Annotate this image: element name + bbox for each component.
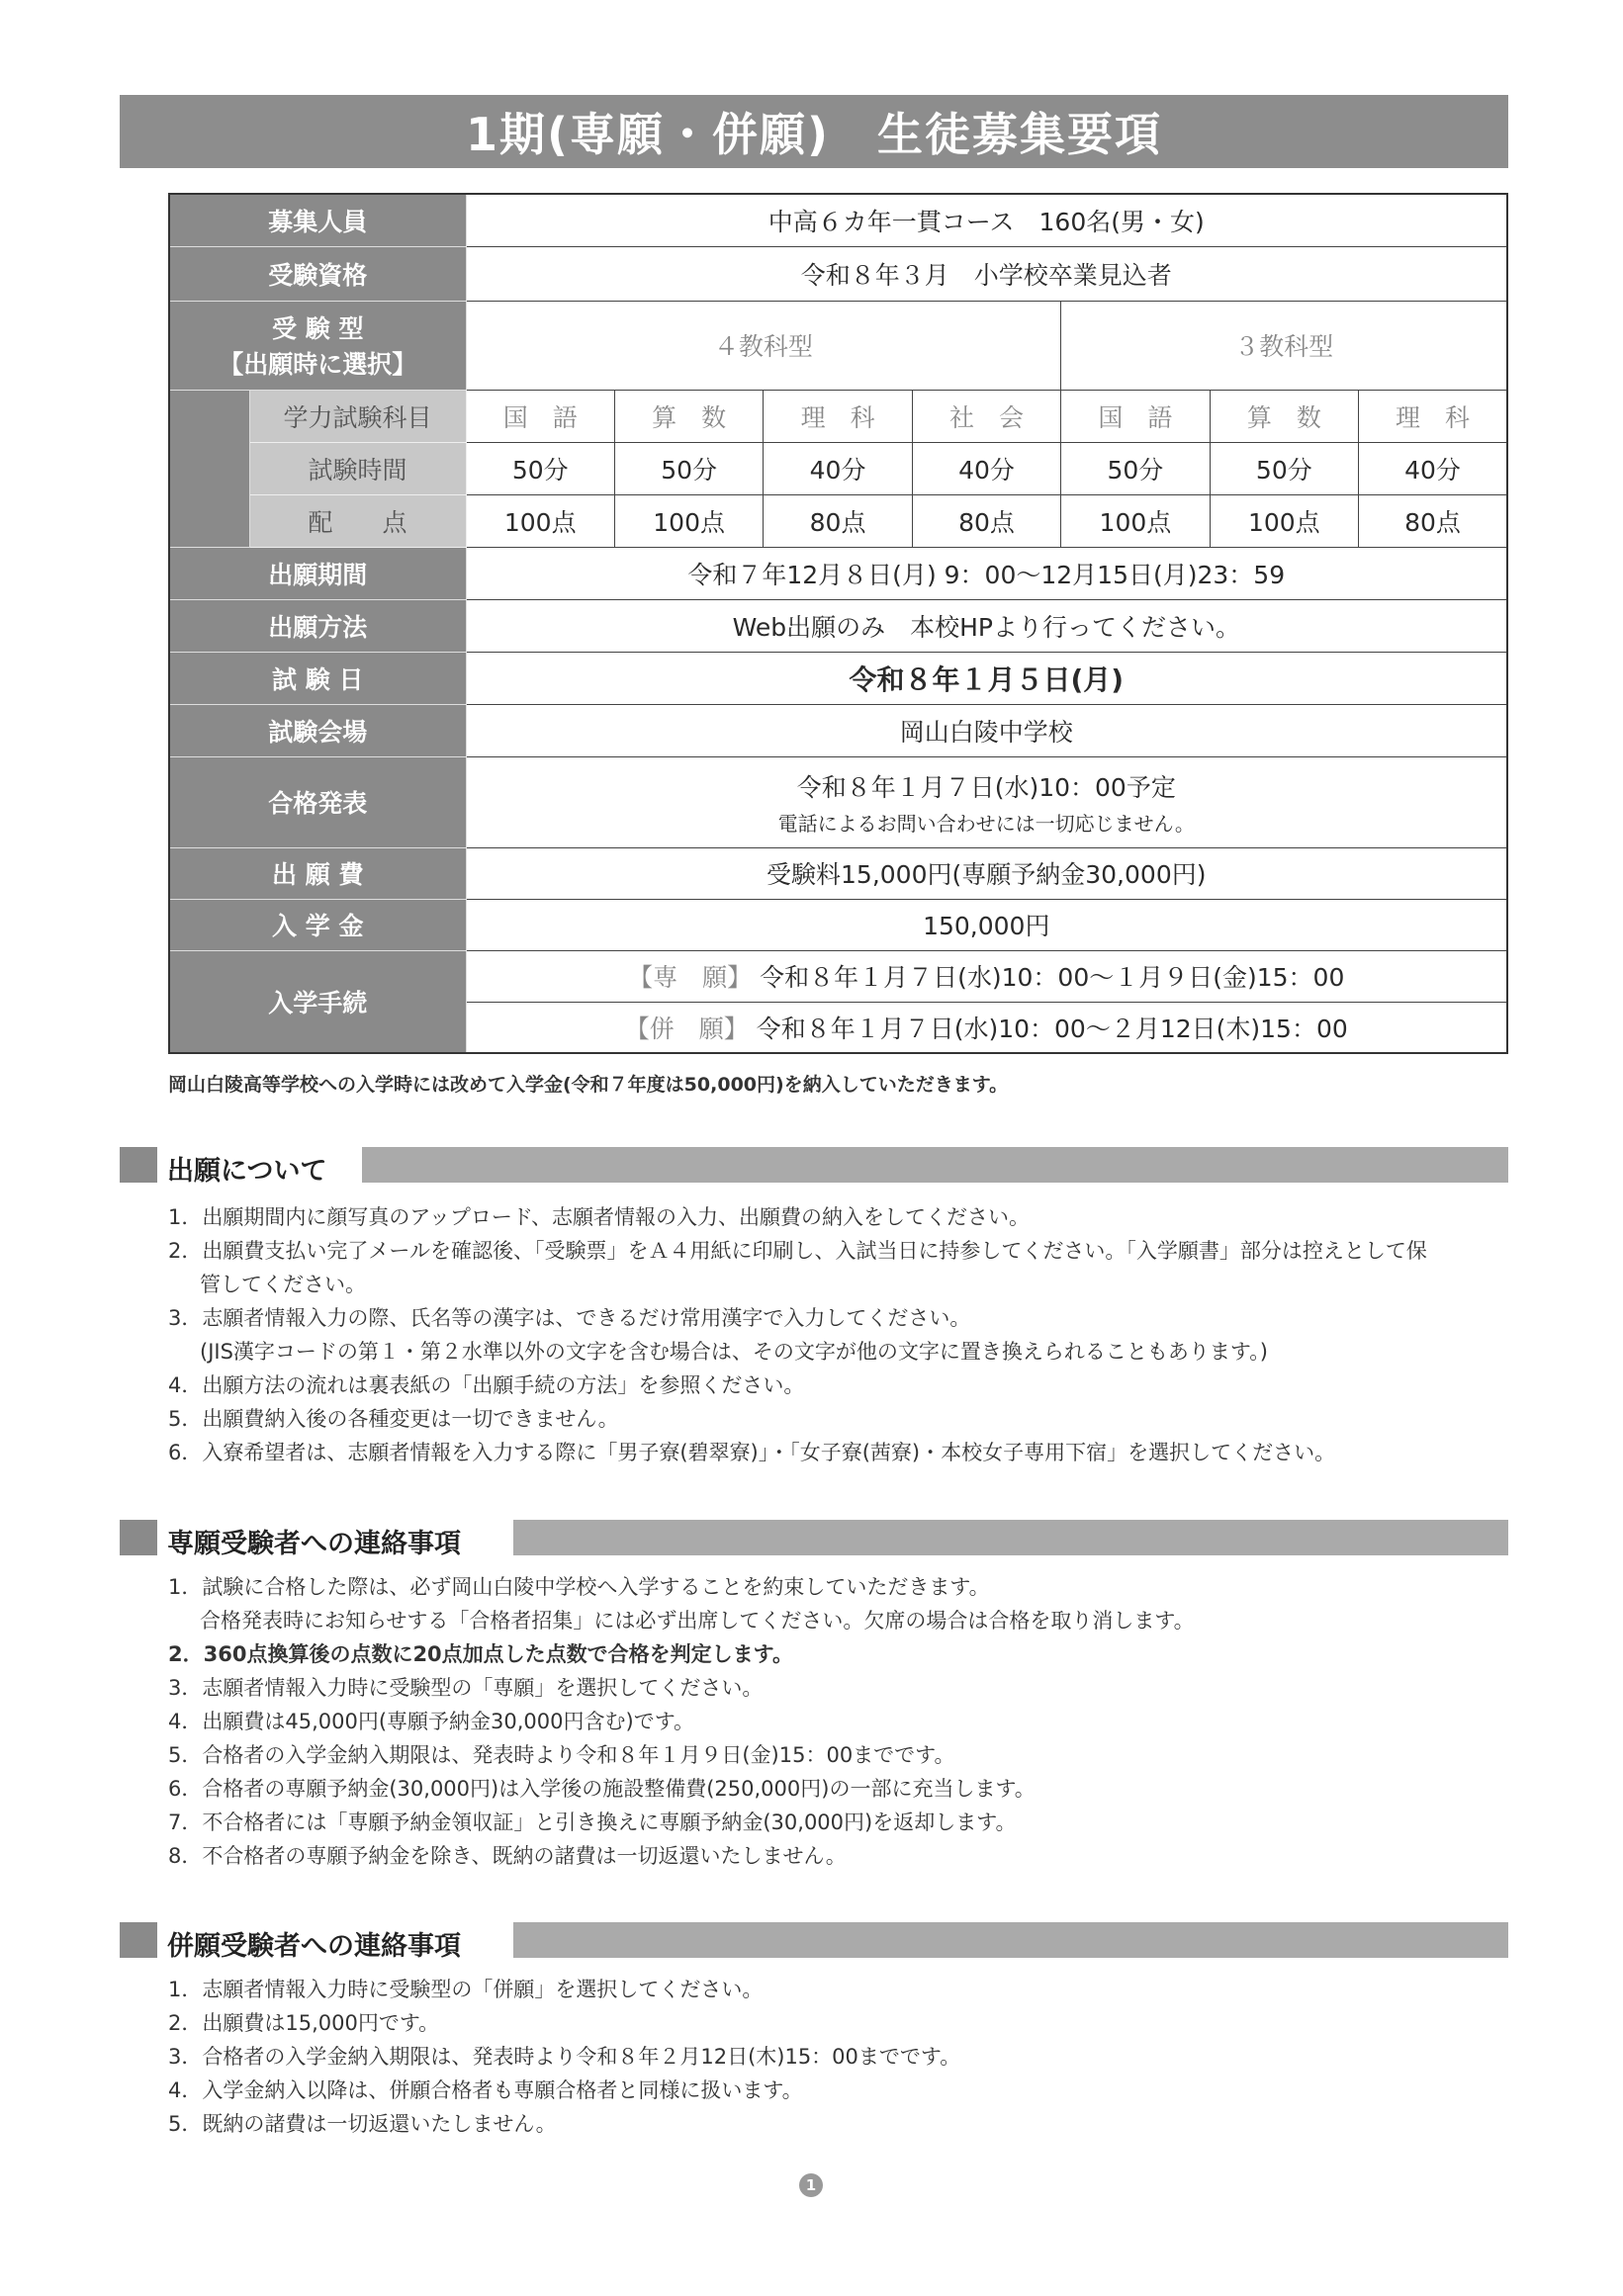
procedure-senkan-tag: 【専 願】	[628, 963, 753, 992]
subject-cell: 算 数	[1210, 390, 1358, 442]
list-item: 5．出願費納入後の各種変更は一切できません。	[168, 1407, 619, 1431]
recruit-value: 中高６カ年一貫コース 160名(男・女)	[466, 194, 1507, 246]
list-item: 5．既納の諸費は一切返還いたしません。	[168, 2112, 557, 2136]
time-cell: 40分	[1359, 442, 1507, 494]
list-item: 1．試験に合格した際は、必ず岡山白陵中学校へ入学することを約束していただきます。	[168, 1575, 990, 1599]
list-item: 8．不合格者の専願予納金を除き、既納の諸費は一切返還いたしません。	[168, 1844, 847, 1868]
section-bar	[513, 1520, 1508, 1555]
subject-label: 学力試験科目	[249, 390, 466, 442]
exam-type-label-line1: 受 験 型	[272, 314, 364, 343]
section-bar	[513, 1922, 1508, 1958]
list-item: 管してください。	[200, 1273, 366, 1296]
result-label: 合格発表	[169, 756, 466, 847]
list-item: 6．合格者の専願予納金(30,000円)は入学後の施設整備費(250,000円)の一部に充当します。	[168, 1777, 1036, 1801]
section-bar	[362, 1147, 1508, 1183]
time-cell: 50分	[466, 442, 614, 494]
recruit-label: 募集人員	[169, 194, 466, 246]
section-marker	[120, 1520, 157, 1555]
entry-fee-value: 150,000円	[466, 899, 1507, 950]
score-cell: 100点	[466, 494, 614, 547]
subject-cell: 理 科	[764, 390, 912, 442]
exam-type-label-line2: 【出願時に選択】	[219, 350, 417, 379]
period-label: 出願期間	[169, 547, 466, 599]
subject-cell: 国 語	[1061, 390, 1210, 442]
list-item: 3．合格者の入学金納入期限は、発表時より令和８年２月12日(木)15：00までです。	[168, 2045, 961, 2069]
section-header-senkan	[120, 1520, 1508, 1559]
list-item: 6．入寮希望者は、志願者情報を入力する際に「男子寮(碧翠寮)」・「女子寮(茜寮)・本校女子専用下宿」を選択してください。	[168, 1441, 1336, 1464]
title-banner	[120, 95, 1508, 168]
result-date: 令和８年１月７日(水)10：00予定	[796, 772, 1176, 802]
list-item: 2．出願費は15,000円です。	[168, 2011, 440, 2035]
admission-table	[168, 193, 1508, 1054]
result-value	[466, 756, 1507, 847]
list-item: 1．出願期間内に顔写真のアップロード、志願者情報の入力、出願費の納入をしてください。	[168, 1205, 1030, 1229]
procedure-label: 入学手続	[169, 950, 466, 1053]
procedure-senkan-value: 令和８年１月７日(水)10：00～１月９日(金)15：00	[760, 963, 1345, 992]
section-marker	[120, 1147, 157, 1183]
section-title: 専願受験者への連絡事項	[167, 1529, 461, 1559]
time-cell: 50分	[1061, 442, 1210, 494]
exam-type-spacer	[169, 390, 249, 547]
procedure-senkan	[466, 950, 1507, 1002]
procedure-heigan	[466, 1002, 1507, 1053]
time-cell: 50分	[1210, 442, 1358, 494]
score-cell: 80点	[1359, 494, 1507, 547]
fee-value: 受験料15,000円(専願予納金30,000円)	[466, 847, 1507, 899]
list-item: 2．360点換算後の点数に20点加点した点数で合格を判定します。	[168, 1642, 793, 1666]
entry-fee-label: 入 学 金	[169, 899, 466, 950]
heigan-notes-list	[168, 1973, 960, 2141]
list-item: (JIS漢字コードの第１・第２水準以外の文字を含む場合は、その文字が他の文字に置き換えられることもあります。)	[200, 1340, 1268, 1364]
subject-cell: 算 数	[614, 390, 763, 442]
list-item: 5．合格者の入学金納入期限は、発表時より令和８年１月９日(金)15：00までです。	[168, 1743, 955, 1767]
subject-cell: 理 科	[1359, 390, 1507, 442]
time-label: 試験時間	[249, 442, 466, 494]
exam-type-label	[169, 301, 466, 390]
venue-label: 試験会場	[169, 704, 466, 756]
method-value: Web出願のみ 本校HPより行ってください。	[466, 599, 1507, 652]
qualification-label: 受験資格	[169, 246, 466, 301]
section-header-heigan	[120, 1922, 1508, 1962]
list-item: 3．志願者情報入力の際、氏名等の漢字は、できるだけ常用漢字で入力してください。	[168, 1306, 971, 1330]
section-title: 出願について	[167, 1156, 327, 1187]
entry-fee-note: 岡山白陵高等学校への入学時には改めて入学金(令和７年度は50,000円)を納入していただきます。	[168, 1074, 1009, 1096]
list-item: 1．志願者情報入力時に受験型の「併願」を選択してください。	[168, 1978, 764, 2001]
list-item: 3．志願者情報入力時に受験型の「専願」を選択してください。	[168, 1676, 764, 1700]
list-item: 4．出願方法の流れは裏表紙の「出願手続の方法」を参照ください。	[168, 1373, 805, 1397]
senkan-notes-list	[168, 1570, 1195, 1873]
result-note: 電話によるお問い合わせには一切応じません。	[777, 811, 1195, 836]
time-cell: 40分	[912, 442, 1060, 494]
venue-value: 岡山白陵中学校	[466, 704, 1507, 756]
list-item: 2．出願費支払い完了メールを確認後、「受験票」をＡ４用紙に印刷し、入試当日に持参してください。「入学願書」部分は控えとして保	[168, 1239, 1427, 1263]
section-header-application	[120, 1147, 1508, 1187]
time-cell: 50分	[614, 442, 763, 494]
procedure-heigan-value: 令和８年１月７日(水)10：00～２月12日(木)15：00	[756, 1014, 1348, 1043]
score-cell: 100点	[614, 494, 763, 547]
list-item: 7．不合格者には「専願予納金領収証」と引き換えに専願予納金(30,000円)を返却します。	[168, 1810, 1017, 1834]
application-notes-list	[168, 1200, 1427, 1469]
three-subject-type: ３教科型	[1061, 301, 1507, 390]
page-title: 1期(専願・併願) 生徒募集要項	[465, 108, 1163, 161]
time-cell: 40分	[764, 442, 912, 494]
section-marker	[120, 1922, 157, 1958]
subject-cell: 国 語	[466, 390, 614, 442]
score-cell: 80点	[912, 494, 1060, 547]
procedure-heigan-tag: 【併 願】	[624, 1014, 749, 1043]
four-subject-type: ４教科型	[466, 301, 1061, 390]
exam-date-label: 試 験 日	[169, 652, 466, 704]
exam-date-value: 令和８年１月５日(月)	[466, 652, 1507, 704]
score-label: 配 点	[249, 494, 466, 547]
period-value: 令和７年12月８日(月) 9：00～12月15日(月)23：59	[466, 547, 1507, 599]
score-cell: 100点	[1061, 494, 1210, 547]
subject-cell: 社 会	[912, 390, 1060, 442]
fee-label: 出 願 費	[169, 847, 466, 899]
score-cell: 80点	[764, 494, 912, 547]
list-item: 合格発表時にお知らせする「合格者招集」には必ず出席してください。欠席の場合は合格を取り消します。	[200, 1609, 1195, 1633]
list-item: 4．出願費は45,000円(専願予納金30,000円含む)です。	[168, 1710, 695, 1733]
qualification-value: 令和８年３月 小学校卒業見込者	[466, 246, 1507, 301]
score-cell: 100点	[1210, 494, 1358, 547]
page-number: 1	[799, 2173, 823, 2197]
list-item: 4．入学金納入以降は、併願合格者も専願合格者と同様に扱います。	[168, 2078, 803, 2102]
section-title: 併願受験者への連絡事項	[167, 1931, 461, 1962]
method-label: 出願方法	[169, 599, 466, 652]
